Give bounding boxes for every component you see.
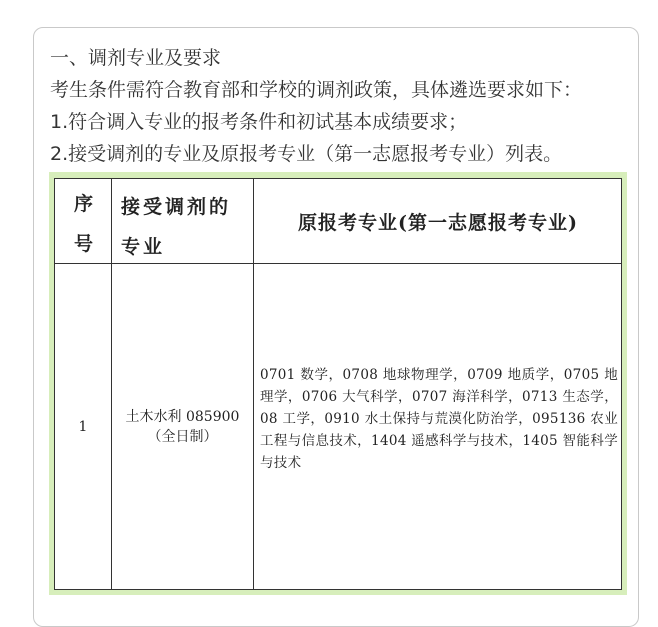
header-accept-line-1: 接受调剂的 [121,196,232,218]
header-original-major: 原报考专业(第一志愿报考专业) [298,211,578,234]
transfer-table [54,178,622,590]
intro-text: 考生条件需符合教育部和学校的调剂政策，具体遴选要求如下： [50,79,583,101]
requirement-item-2: 2.接受调剂的专业及原报考专业（第一志愿报考专业）列表。 [50,143,563,165]
row-seq: 1 [78,419,88,435]
row-accept-major [112,264,253,590]
header-seq-char-2: 号 [74,233,96,255]
table-frame [49,172,627,595]
header-accept-major [121,187,251,267]
row-original-majors: 0701 数学，0708 地球物理学，0709 地质学，0705 地理学，0706 大气科学，0707 海洋科学，0713 生态学，08 工学，0910 水土保持与荒漠化防治学，095136 农业工程与信息技术，1404 遥感科学与技术，1405 智能科学与技术 [260,367,618,471]
section-heading: 一、调剂专业及要求 [50,47,222,69]
header-seq-char-1: 序 [74,193,96,215]
row-major-line-2: （全日制） [147,429,218,445]
row-major-line-1: 土木水利 085900 [125,409,240,425]
header-accept-line-2: 专业 [121,236,166,258]
requirement-item-1: 1.符合调入专业的报考条件和初试基本成绩要求； [50,111,468,133]
header-seq [55,179,111,263]
content-card [33,27,639,627]
